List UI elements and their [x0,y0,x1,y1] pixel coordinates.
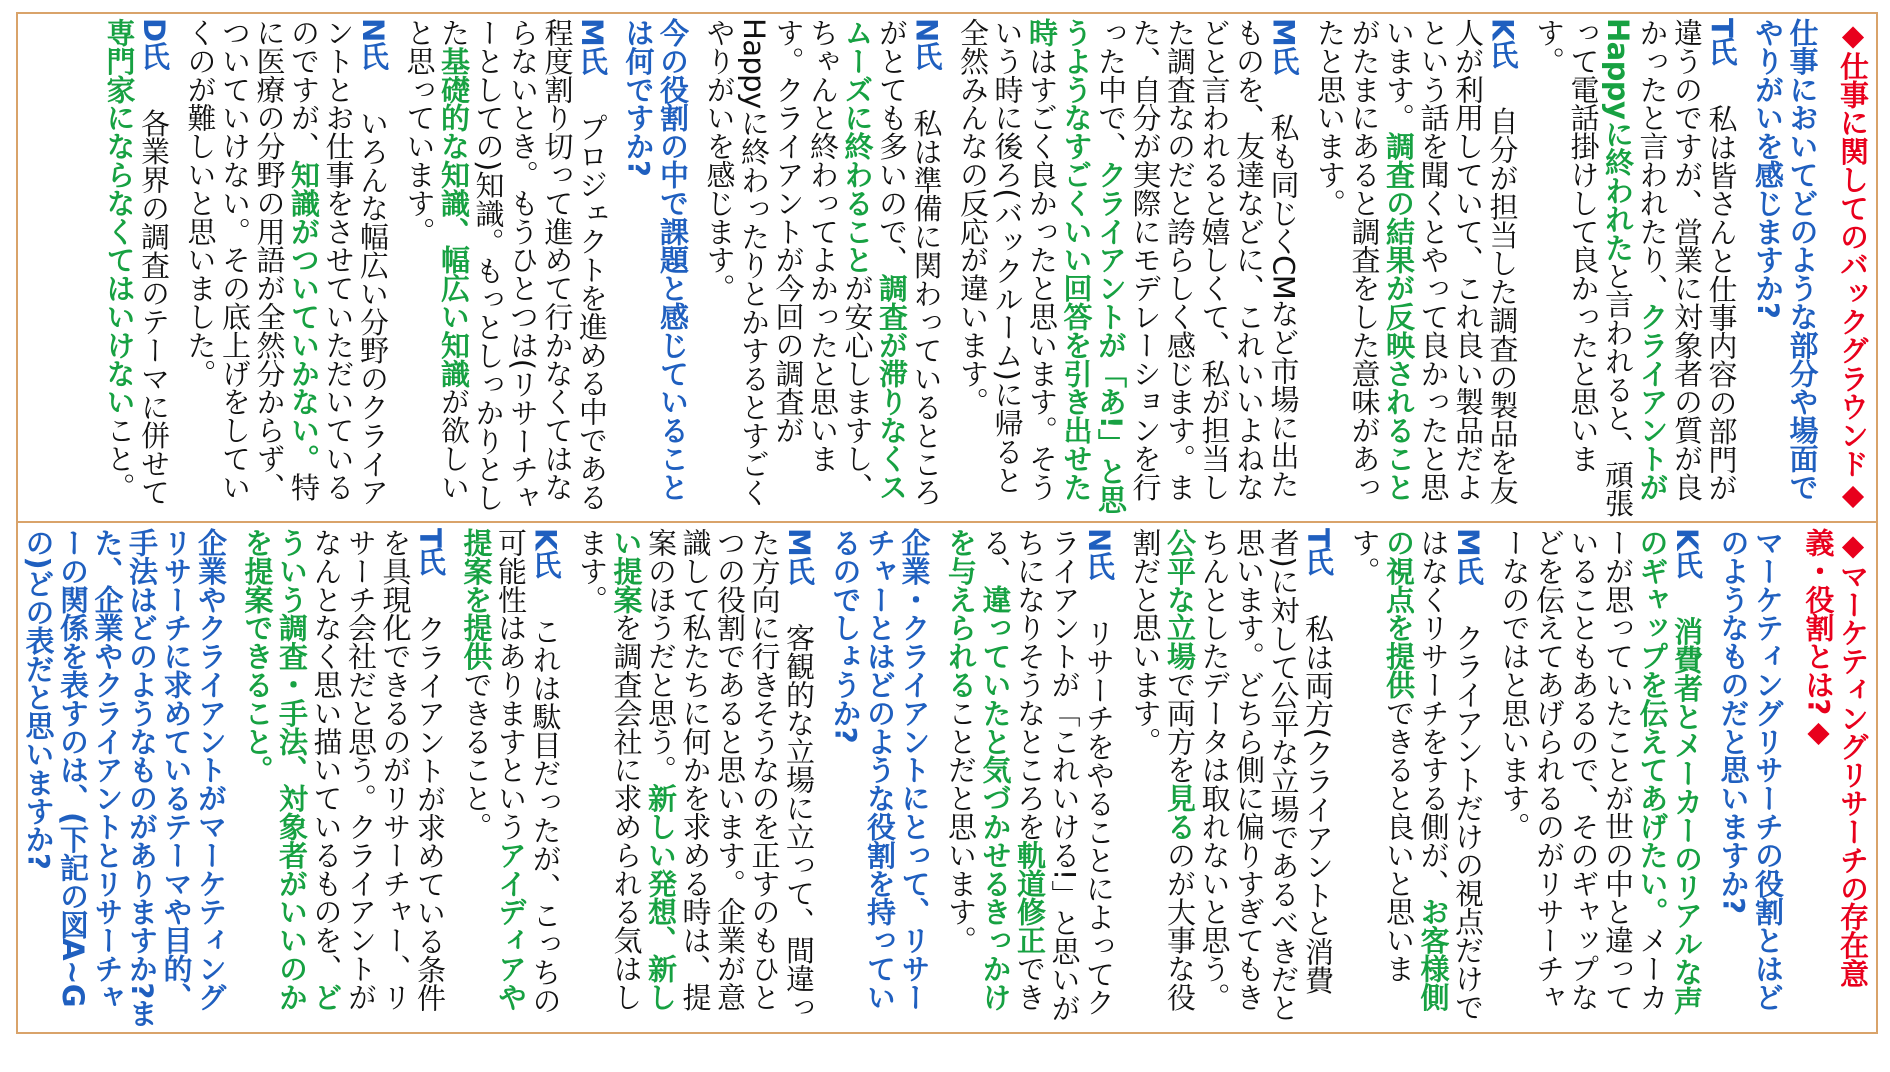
highlight-text: 調査が滞りなくスムーズに終わること [840,18,909,501]
body-text: で両方を [1163,670,1197,784]
body-text: 私は準備に関わっているところがとても多いので、 [875,18,944,507]
body-text: が欲しいと思っています。 [402,18,471,501]
body-text: はすごく良かったと思います。そういう時に後ろ(バックルーム)に帰ると全然みんなの反応が違います。 [956,18,1059,501]
highlight-text: 違っていたと気づかせるきっかけを与えられる [944,528,1013,1011]
body-text: メーカーが思っていたことが世の中と違っていることもあるので、そのギャップなどを伝えてあげられるのがリサーチャーなのではと思います。 [1497,528,1670,1011]
speaker-label: K氏 [528,528,563,579]
body-text: これは駄目だったが、こっちの可能性はありますという [494,528,563,1015]
body-text: できること。 [459,670,494,841]
body-text: 私は皆さんと仕事内容の部門が違うのですが、営業に対象者の質が良かったと言われたり、 [1635,18,1739,502]
body-text: がたまにあると調査をした意味があったと思います。 [1313,18,1382,501]
section-heading: ◆仕事に関してのバックグラウンド◆ [1836,18,1870,511]
highlight-text: 消費者とメーカーのリアルな声のギャップを伝えてあげたい。 [1635,528,1704,1015]
body-text: を調査会社に求められる気はします。 [575,528,644,1011]
highlight-text: 公平な立場 [1163,528,1197,671]
interview-entry [944,528,1117,1032]
body-text: こと。 [102,415,137,501]
section-role [18,524,1876,1032]
question-heading: 企業・クライアントにとって、リサーチャーとはどのような役割を持っているのでしょうか? [828,528,932,1011]
body-text: クライアントだけの視点だけではなくリサーチをする側が、 [1416,528,1485,1021]
body-text: 特に医療の分野の用語が全然分からず、ついていけない。その底上げをしていくのが難しいと思いました。 [183,18,321,501]
highlight-text: どういう調査・手法、対象者がいいのかを提案できること。 [240,528,344,1011]
speaker-label: D氏 [137,18,171,70]
interview-entry [956,18,1301,519]
interview-entry [1128,528,1335,1032]
highlight-text: お客様側の視点を提供 [1382,528,1451,1011]
speaker-label: M氏 [575,18,609,75]
body-text: いろんな幅広い分野のクライアントとお仕事をさせていただいているのですが、 [287,18,390,507]
body-text: 客観的な立場に立って、間違った方向に行きそうなのを正すのもひとつの役割であると思います。企業が意識して私たちに何かを求める時は、提案のほうだと思う。 [644,528,816,1021]
body-text: が安心しますし、ちゃんと終わってよかったと思います。クライアントが今回の調査がHappyに終わったりとかするとすごくやりがいを感じます。 [702,18,875,507]
highlight-text: 軌道修正 [1013,840,1047,955]
interview-entry [1347,528,1485,1032]
interview-entry [102,18,171,519]
body-text: プロジェクトを進める中である程度割り切って進めて行かなくてはならないとき。もうひとつは(リサーチャーとしての)知識。もっとしっかりとした [437,18,609,512]
question-heading: 仕事においてどのような部分や場面でやりがいを感じますか? [1751,18,1820,501]
speaker-label: M氏 [1266,18,1301,75]
body-text: 私も同じくCMなど市場に出たものを、友達などに、これいいよねなどと言われると嬉しくて、私が担当した調査なのだと誇らしく感じます。また、自分が実際にモデレーションを行った中で、 [1094,18,1301,501]
interview-entry [1532,18,1739,519]
speaker-label: M氏 [782,528,816,585]
body-text: ことだと思います。 [944,698,978,955]
highlight-text: クライアントが「あ!」と思うようなすごくいい回答を引き出せた時 [1025,18,1128,514]
highlight-text: 新しい発想、新しい提案 [609,528,678,1011]
question-heading: マーケティングリサーチの役割とはどのようなものだと思いますか? [1716,528,1785,1011]
interview-entry [183,18,390,519]
speaker-label: M氏 [1451,528,1485,585]
interview-entry [459,528,563,1032]
speaker-label: N氏 [356,18,390,71]
speaker-label: T氏 [413,528,447,576]
section-divider [18,521,1876,523]
highlight-text: 専門家にならなくてはいけない [102,18,137,416]
body-text: できる、 [978,528,1047,1011]
interview-entry [240,528,447,1032]
speaker-label: N氏 [909,18,944,71]
speaker-label: K氏 [1670,528,1704,579]
highlight-text: アイディアや提案を提供 [459,528,528,1011]
body-text: と言われると、頑張って電話掛けして良かったと思います。 [1532,18,1635,517]
interview-entry [1497,528,1704,1032]
speaker-label: T氏 [1704,18,1739,66]
interview-entry [702,18,944,519]
interview-entry [402,18,609,519]
body-text: のが大事な役割だと思います。 [1128,528,1197,1011]
body-text: クライアントが求めている条件を具現化できるのがリサーチャー、リサーチ会社だと思う。クライアントがなんとなく思い描いているものを、 [309,528,447,1012]
highlight-text: 基礎的な知識、幅広い知識 [437,46,471,388]
body-text: 各業界の調査のテーマに併せて [137,108,171,506]
highlight-text: 見る [1163,783,1197,841]
highlight-text: 調査の結果が反映されること [1382,131,1416,501]
section-background [18,14,1876,519]
highlight-text: 知識がついていかない。 [287,160,321,473]
body-text: リサーチをやることによってクライアントが「これいける!」と思いがちになりそうなところを [1013,528,1116,1022]
speaker-label: T氏 [1301,528,1335,576]
speaker-label: N氏 [1082,528,1116,581]
section-heading: ◆マーケティングリサーチの存在意義・役割とは?◆ [1801,528,1870,988]
interview-entry [1313,18,1520,519]
interview-entry [575,528,817,1032]
body-text: できると良いと思います。 [1347,528,1416,983]
highlight-text: クライアントがHappyに終われた [1601,18,1670,501]
speaker-label: K氏 [1485,18,1520,69]
body-text: 自分が担当した調査の製品を友人が利用していて、これ良い製品だよという話を聞くとやって良かったと思います。 [1382,18,1520,505]
body-text: 私は両方(クライアントと消費者)に対して公平な立場であるべきだと思います。どちら側に偏りすぎてもきちんとしたデータは取れないと思う。 [1197,528,1335,1022]
question-heading: 今の役割の中で課題と感じていることは何ですか? [621,18,690,501]
question-heading: 企業やクライアントがマーケティングリサーチに求めているテーマや目的、手法はどのようなものがありますか?また、企業やクライアントとリサーチャーの関係を表すのは、(下記の図A~Gの)どの表だと思いますか? [21,528,228,1028]
